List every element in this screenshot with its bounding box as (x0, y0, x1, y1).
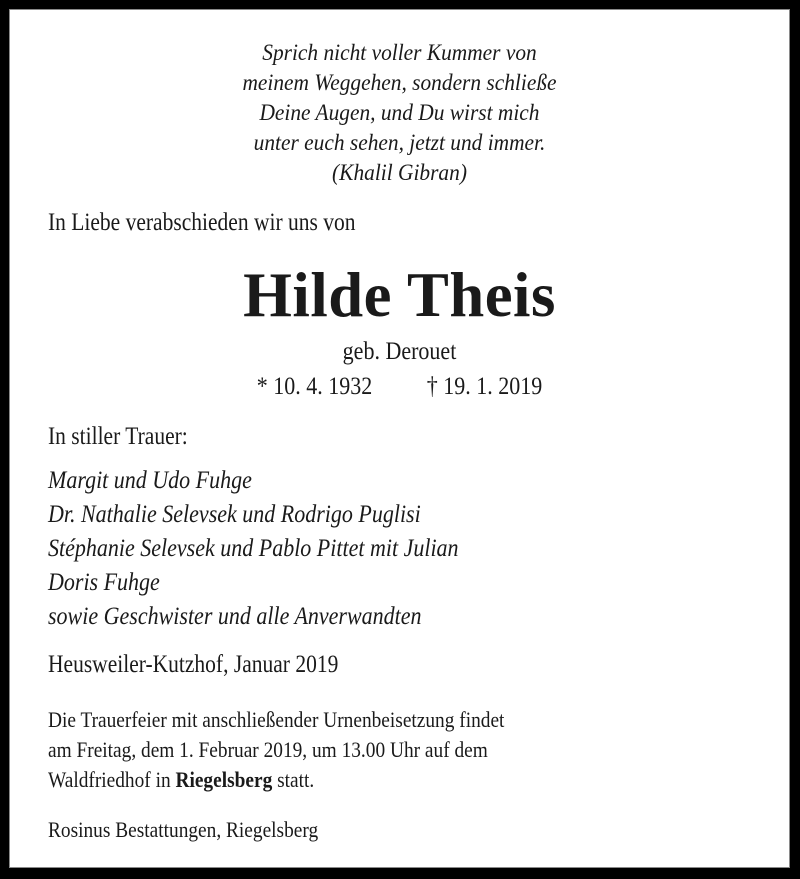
quote-line: Deine Augen, und Du wirst mich (259, 100, 540, 125)
ceremony-line: Die Trauerfeier mit anschließender Urnenbeisetzung findet (48, 707, 505, 732)
funeral-home: Rosinus Bestattungen, Riegelsberg (48, 817, 319, 842)
mourner-item: Margit und Udo Fuhge (48, 467, 252, 494)
deceased-name: Hilde Theis (243, 259, 556, 330)
quote-line: unter euch sehen, jetzt und immer. (253, 130, 546, 155)
ceremony-text: Waldfriedhof in (48, 767, 176, 792)
mourner-item: Doris Fuhge (48, 569, 160, 596)
ceremony-text: statt. (272, 767, 315, 792)
death-cross-icon: † (426, 373, 438, 400)
mourning-heading: In stiller Trauer: (48, 423, 188, 450)
mourner-item: sowie Geschwister und alle Anverwandten (48, 603, 422, 630)
birth-date: 10. 4. 1932 (273, 373, 373, 400)
ceremony-location: Riegelsberg (175, 767, 273, 792)
quote-line: Sprich nicht voller Kummer von (262, 40, 537, 65)
ceremony-line: am Freitag, dem 1. Februar 2019, um 13.00 Uhr auf dem (48, 737, 488, 762)
intro-text: In Liebe verabschieden wir uns von (48, 209, 356, 236)
obituary-card (9, 9, 790, 868)
mourner-item: Dr. Nathalie Selevsek und Rodrigo Puglisi (48, 501, 421, 528)
death-date: 19. 1. 2019 (443, 373, 543, 400)
life-dates (57, 372, 743, 402)
place-date: Heusweiler-Kutzhof, Januar 2019 (48, 651, 339, 678)
quote-author: (Khalil Gibran) (332, 160, 467, 185)
birth-star-icon: * (256, 373, 268, 400)
ceremony-line (48, 765, 314, 795)
mourner-item: Stéphanie Selevsek und Pablo Pittet mit Julian (48, 535, 459, 562)
maiden-name: geb. Derouet (342, 338, 457, 365)
quote-line: meinem Weggehen, sondern schließe (242, 70, 557, 95)
